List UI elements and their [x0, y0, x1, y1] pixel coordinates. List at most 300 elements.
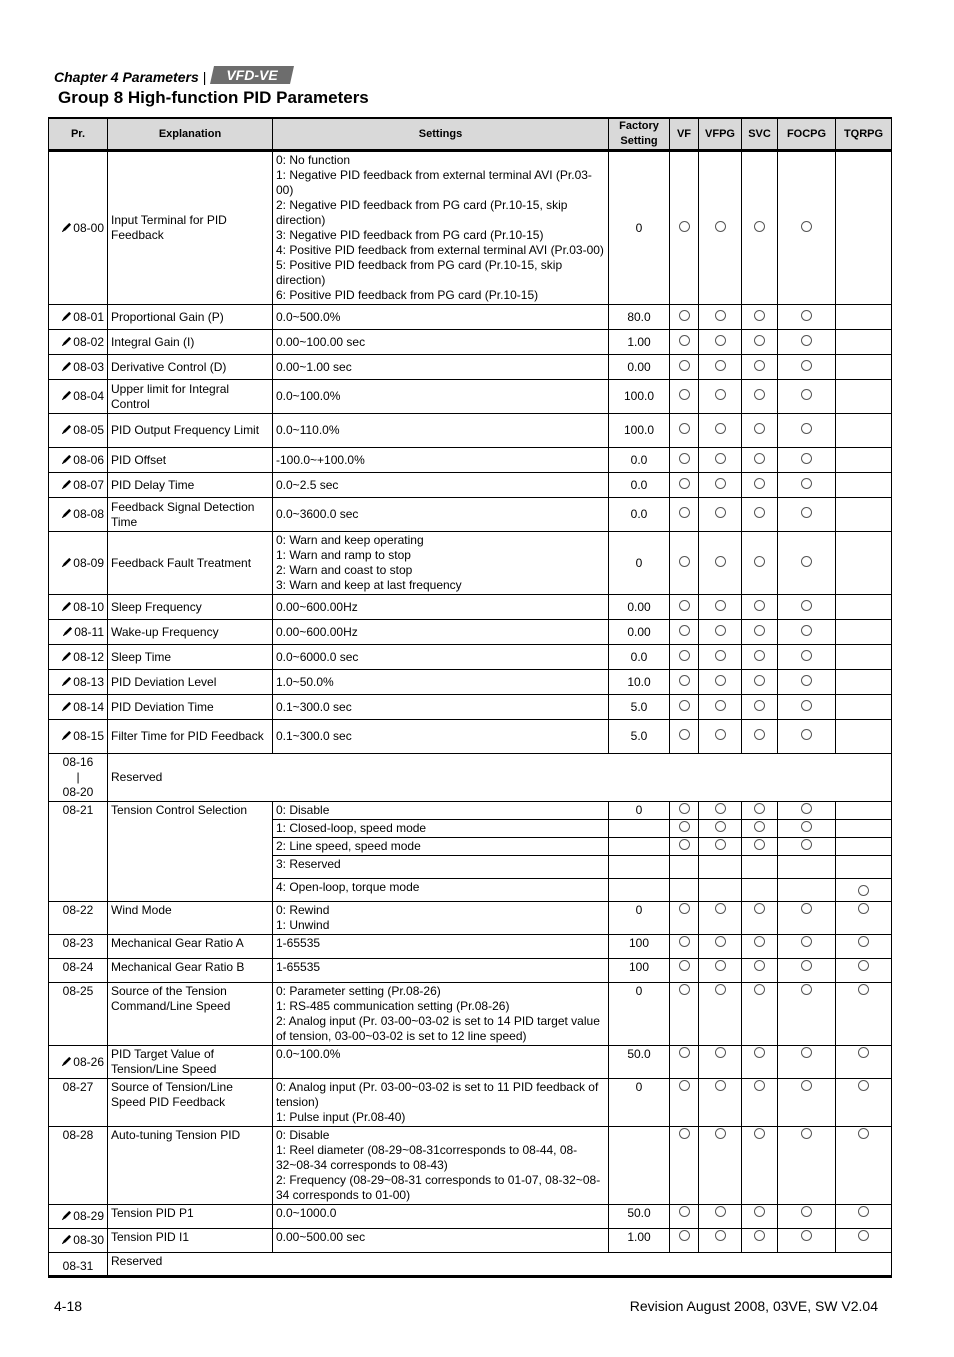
table-row: [49, 448, 892, 473]
mode-focpg-cell: [778, 983, 836, 1046]
param-number: [49, 305, 108, 330]
supported-mark: [754, 839, 765, 850]
supported-mark: [715, 556, 726, 567]
supported-mark: [801, 839, 812, 850]
mode-vf-cell: [670, 670, 699, 695]
supported-mark: [801, 960, 812, 971]
supported-mark: [801, 675, 812, 686]
factory-setting-text: 0.00: [627, 359, 651, 374]
pencil-icon: [61, 1234, 72, 1245]
table-row: [49, 414, 892, 448]
supported-mark: [801, 423, 812, 434]
mode-vfpg-cell: [699, 620, 742, 645]
supported-mark: [715, 625, 726, 636]
mode-svc-cell: [742, 473, 778, 498]
mode-svc-cell: [742, 645, 778, 670]
mode-vfpg-cell: [699, 498, 742, 532]
param-settings-text: 3: Reserved: [276, 857, 341, 871]
param-settings-text: 0: Analog input (Pr. 03-00~03-02 is set to 11 PID feedback of tension) 1: Pulse input (Pr.08-40): [276, 1080, 599, 1124]
supported-mark: [715, 453, 726, 464]
param-settings: [273, 1079, 609, 1127]
param-number: [49, 959, 108, 983]
col-svc: SVC: [742, 118, 778, 151]
supported-mark: [801, 1047, 812, 1058]
col-tqrpg: TQRPG: [836, 118, 892, 151]
mode-vfpg-cell: [699, 983, 742, 1046]
param-settings: [273, 532, 609, 595]
mode-focpg-cell: [778, 802, 836, 820]
param-explanation-text: PID Target Value of Tension/Line Speed: [111, 1047, 217, 1076]
param-number: [49, 151, 108, 305]
factory-setting: [609, 720, 670, 754]
factory-setting: [609, 1127, 670, 1205]
param-number: [49, 670, 108, 695]
mode-tqrpg-cell: [836, 355, 892, 380]
mode-svc-cell: [742, 695, 778, 720]
supported-mark: [754, 675, 765, 686]
param-explanation-text: Source of Tension/Line Speed PID Feedback: [111, 1080, 233, 1109]
param-number-text: 08-21: [62, 803, 94, 817]
factory-setting-text: 100.0: [623, 389, 655, 403]
factory-setting-text: 50.0: [627, 1206, 651, 1220]
supported-mark: [679, 335, 690, 346]
supported-mark: [715, 360, 726, 371]
param-settings-text: 4: Open-loop, torque mode: [276, 880, 420, 894]
param-number: [49, 645, 108, 670]
mode-vf-cell: [670, 856, 699, 879]
param-settings: [273, 820, 609, 838]
supported-mark: [858, 1230, 869, 1241]
table-row: [49, 1253, 892, 1277]
param-explanation-text: Proportional Gain (P): [111, 309, 224, 324]
param-explanation: [108, 959, 273, 983]
supported-mark: [801, 221, 812, 232]
param-settings-text: 0.00~600.00Hz: [276, 599, 358, 614]
mode-focpg-cell: [778, 1229, 836, 1253]
mode-svc-cell: [742, 802, 778, 820]
param-explanation: [108, 1046, 273, 1079]
mode-svc-cell: [742, 935, 778, 959]
param-settings: [273, 856, 609, 879]
mode-focpg-cell: [778, 902, 836, 935]
pencil-icon: [61, 390, 72, 401]
supported-mark: [679, 1128, 690, 1139]
mode-vfpg-cell: [699, 473, 742, 498]
supported-mark: [754, 1206, 765, 1217]
pencil-icon: [61, 311, 72, 322]
mode-focpg-cell: [778, 595, 836, 620]
supported-mark: [754, 650, 765, 661]
supported-mark: [754, 507, 765, 518]
col-pr: Pr.: [49, 118, 108, 151]
factory-setting: [609, 670, 670, 695]
supported-mark: [801, 1128, 812, 1139]
mode-tqrpg-cell: [836, 532, 892, 595]
table-row: [49, 473, 892, 498]
supported-mark: [801, 600, 812, 611]
pencil-icon: [61, 479, 72, 490]
factory-setting-text: 0: [635, 555, 643, 570]
supported-mark: [801, 984, 812, 995]
factory-setting: [609, 1079, 670, 1127]
param-number: [49, 473, 108, 498]
supported-mark: [715, 984, 726, 995]
mode-tqrpg-cell: [836, 802, 892, 820]
supported-mark: [801, 729, 812, 740]
param-explanation-text: Tension PID P1: [111, 1206, 194, 1220]
table-row: [49, 754, 892, 802]
param-settings-text: 0.00~100.00 sec: [276, 334, 366, 349]
mode-tqrpg-cell: [836, 1205, 892, 1229]
table-row: [49, 1079, 892, 1127]
factory-setting: [609, 595, 670, 620]
param-settings: [273, 305, 609, 330]
pencil-icon: [61, 222, 72, 233]
table-row: [49, 151, 892, 305]
supported-mark: [715, 423, 726, 434]
supported-mark: [679, 1080, 690, 1091]
param-number-text: 08-01: [73, 309, 104, 324]
mode-tqrpg-cell: [836, 670, 892, 695]
param-explanation: [108, 414, 273, 448]
factory-setting: [609, 1229, 670, 1253]
mode-svc-cell: [742, 330, 778, 355]
param-explanation-text: Feedback Signal Detection Time: [111, 499, 255, 529]
supported-mark: [754, 1128, 765, 1139]
param-number: [49, 720, 108, 754]
param-explanation-text: PID Deviation Time: [111, 699, 214, 714]
table-row: [49, 902, 892, 935]
mode-svc-cell: [742, 720, 778, 754]
param-number-text: 08-06: [73, 452, 104, 467]
mode-svc-cell: [742, 1046, 778, 1079]
mode-focpg-cell: [778, 305, 836, 330]
factory-setting-text: 100: [628, 936, 650, 950]
param-settings: [273, 1205, 609, 1229]
factory-setting: [609, 645, 670, 670]
param-explanation: [108, 448, 273, 473]
param-explanation: [108, 151, 273, 305]
param-settings: [273, 902, 609, 935]
param-number-text: 08-13: [73, 674, 104, 689]
supported-mark: [858, 960, 869, 971]
mode-vfpg-cell: [699, 820, 742, 838]
param-settings-text: 2: Line speed, speed mode: [276, 839, 421, 853]
supported-mark: [754, 221, 765, 232]
param-explanation: [108, 305, 273, 330]
factory-setting-text: 0.0: [630, 477, 648, 492]
pencil-icon: [61, 557, 72, 568]
supported-mark: [801, 1230, 812, 1241]
param-settings-text: 0.0~6000.0 sec: [276, 649, 359, 664]
param-settings: [273, 620, 609, 645]
param-number-text: 08-23: [62, 936, 94, 950]
mode-focpg-cell: [778, 620, 836, 645]
param-settings-text: 0.00~1.00 sec: [276, 359, 352, 374]
supported-mark: [715, 507, 726, 518]
param-settings: [273, 448, 609, 473]
param-settings-text: 1-65535: [276, 936, 321, 950]
mode-focpg-cell: [778, 355, 836, 380]
param-explanation: [108, 1205, 273, 1229]
param-settings: [273, 879, 609, 902]
pencil-icon: [61, 1056, 72, 1067]
factory-setting-text: 0.00: [627, 624, 651, 639]
mode-focpg-cell: [778, 820, 836, 838]
supported-mark: [715, 903, 726, 914]
supported-mark: [858, 1080, 869, 1091]
mode-svc-cell: [742, 151, 778, 305]
param-settings: [273, 595, 609, 620]
factory-setting: [609, 695, 670, 720]
table-row: [49, 720, 892, 754]
param-number-text: 08-12: [73, 649, 104, 664]
supported-mark: [679, 650, 690, 661]
param-settings-text: 0.0~110.0%: [276, 423, 340, 437]
mode-vf-cell: [670, 305, 699, 330]
factory-setting-text: 5.0: [630, 699, 648, 714]
mode-vf-cell: [670, 838, 699, 856]
supported-mark: [754, 556, 765, 567]
param-explanation-text: PID Delay Time: [111, 477, 195, 492]
param-explanation-text: Feedback Fault Treatment: [111, 555, 252, 570]
factory-setting: [609, 1205, 670, 1229]
pencil-icon: [61, 454, 72, 465]
supported-mark: [858, 1128, 869, 1139]
param-number: [49, 1229, 108, 1253]
param-settings-text: 0.1~300.0 sec: [276, 699, 352, 714]
mode-vf-cell: [670, 645, 699, 670]
supported-mark: [858, 984, 869, 995]
param-number: [49, 330, 108, 355]
param-number: 08-16 | 08-20: [49, 754, 108, 802]
table-row: [49, 380, 892, 414]
param-explanation-text: Sleep Frequency: [111, 599, 202, 614]
mode-vf-cell: [670, 532, 699, 595]
param-number-text: 08-14: [73, 699, 104, 714]
mode-focpg-cell: [778, 448, 836, 473]
param-explanation: [108, 645, 273, 670]
mode-vf-cell: [670, 983, 699, 1046]
supported-mark: [858, 885, 869, 896]
factory-setting-text: 100.0: [623, 423, 655, 437]
mode-svc-cell: [742, 305, 778, 330]
param-explanation: [108, 595, 273, 620]
mode-focpg-cell: [778, 330, 836, 355]
factory-setting: [609, 802, 670, 820]
supported-mark: [715, 650, 726, 661]
table-row: [49, 959, 892, 983]
mode-focpg-cell: [778, 879, 836, 902]
param-explanation: [108, 670, 273, 695]
param-number-text: 08-08: [73, 507, 104, 521]
factory-setting: [609, 305, 670, 330]
param-settings-text: 0: Parameter setting (Pr.08-26) 1: RS-485 communication setting (Pr.08-26) 2: Analog input (Pr. 03-00~03-02 is set to 14 PID target value of tension, 03-00~03-02 is set to 12 line speed): [276, 984, 600, 1043]
supported-mark: [715, 1230, 726, 1241]
mode-svc-cell: [742, 879, 778, 902]
mode-tqrpg-cell: [836, 1127, 892, 1205]
factory-setting: [609, 414, 670, 448]
factory-setting-text: 0: [635, 1080, 643, 1094]
reserved-block: [49, 754, 892, 802]
mode-tqrpg-cell: [836, 695, 892, 720]
param-explanation-text: Integral Gain (I): [111, 334, 195, 349]
mode-vf-cell: [670, 498, 699, 532]
param-explanation-text: Filter Time for PID Feedback: [111, 729, 264, 743]
mode-tqrpg-cell: [836, 305, 892, 330]
param-number: 08-31: [49, 1253, 108, 1277]
param-settings-text: 0.1~300.0 sec: [276, 729, 352, 743]
mode-svc-cell: [742, 959, 778, 983]
mode-vfpg-cell: [699, 1205, 742, 1229]
factory-setting: [609, 380, 670, 414]
param-number-text: 08-22: [62, 903, 94, 917]
param-number-text: 08-07: [73, 477, 104, 492]
factory-setting: [609, 498, 670, 532]
param-explanation: Reserved: [108, 1253, 892, 1277]
param-settings-text: 0.0~1000.0: [276, 1206, 337, 1220]
supported-mark: [679, 803, 690, 814]
param-explanation: [108, 473, 273, 498]
param-explanation: [108, 1229, 273, 1253]
supported-mark: [679, 1047, 690, 1058]
param-settings: [273, 1127, 609, 1205]
mode-vfpg-cell: [699, 695, 742, 720]
supported-mark: [754, 729, 765, 740]
table-row: [49, 935, 892, 959]
revision-note: Revision August 2008, 03VE, SW V2.04: [629, 1298, 878, 1314]
supported-mark: [858, 1047, 869, 1058]
table-header-row: [49, 118, 892, 151]
param-number-text: 08-28: [62, 1128, 94, 1142]
group-title: Group 8 High-function PID Parameters: [58, 88, 369, 107]
mode-tqrpg-cell: [836, 595, 892, 620]
supported-mark: [754, 821, 765, 832]
supported-mark: [679, 389, 690, 400]
param-settings: [273, 498, 609, 532]
param-settings-text: 1: Closed-loop, speed mode: [276, 821, 427, 835]
mode-tqrpg-cell: [836, 1079, 892, 1127]
mode-focpg-cell: [778, 473, 836, 498]
mode-svc-cell: [742, 902, 778, 935]
supported-mark: [801, 700, 812, 711]
factory-setting: [609, 983, 670, 1046]
table-row: [49, 355, 892, 380]
mode-focpg-cell: [778, 1205, 836, 1229]
supported-mark: [801, 1080, 812, 1091]
param-number-text: 08-30: [73, 1233, 104, 1247]
supported-mark: [754, 803, 765, 814]
mode-focpg-cell: [778, 1046, 836, 1079]
param-explanation: Reserved: [108, 754, 892, 802]
param-number-text: 08-04: [73, 389, 104, 403]
param-explanation: [108, 720, 273, 754]
mode-svc-cell: [742, 1127, 778, 1205]
col-settings: Settings: [273, 118, 609, 151]
mode-vfpg-cell: [699, 959, 742, 983]
mode-focpg-cell: [778, 695, 836, 720]
mode-tqrpg-cell: [836, 645, 892, 670]
mode-vf-cell: [670, 330, 699, 355]
mode-svc-cell: [742, 355, 778, 380]
mode-focpg-cell: [778, 856, 836, 879]
mode-focpg-cell: [778, 151, 836, 305]
factory-setting-text: 0.0: [630, 452, 648, 467]
param-settings-text: -100.0~+100.0%: [276, 452, 365, 467]
mode-tqrpg-cell: [836, 498, 892, 532]
mode-tqrpg-cell: [836, 1229, 892, 1253]
param-explanation: [108, 355, 273, 380]
factory-setting-text: 0.0: [630, 507, 648, 521]
param-number-text: 08-02: [73, 334, 104, 349]
param-settings-text: 0.00~500.00 sec: [276, 1230, 366, 1244]
supported-mark: [801, 507, 812, 518]
supported-mark: [715, 675, 726, 686]
param-settings: [273, 414, 609, 448]
param-explanation-text: Mechanical Gear Ratio A: [111, 936, 244, 950]
mode-svc-cell: [742, 448, 778, 473]
supported-mark: [754, 1230, 765, 1241]
mode-vfpg-cell: [699, 1079, 742, 1127]
supported-mark: [715, 1047, 726, 1058]
supported-mark: [679, 821, 690, 832]
supported-mark: [754, 936, 765, 947]
param-number-text: 08-26: [73, 1054, 104, 1069]
param-number: [49, 902, 108, 935]
param-settings: [273, 355, 609, 380]
mode-vfpg-cell: [699, 355, 742, 380]
param-explanation: [108, 620, 273, 645]
mode-vfpg-cell: [699, 1046, 742, 1079]
mode-vfpg-cell: [699, 802, 742, 820]
param-settings: [273, 935, 609, 959]
factory-setting: [609, 820, 670, 838]
param-number: [49, 448, 108, 473]
supported-mark: [715, 335, 726, 346]
mode-vf-cell: [670, 959, 699, 983]
param-settings-text: 0: Disable: [276, 803, 330, 817]
param-number: [49, 1046, 108, 1079]
param-number-text: 08-11: [74, 624, 104, 639]
mode-vfpg-cell: [699, 645, 742, 670]
table-row: [49, 330, 892, 355]
mode-focpg-cell: [778, 838, 836, 856]
mode-vf-cell: [670, 595, 699, 620]
param-settings: [273, 695, 609, 720]
param-number: [49, 498, 108, 532]
table-body-pid: [49, 151, 892, 754]
mode-vf-cell: [670, 695, 699, 720]
mode-vf-cell: [670, 1079, 699, 1127]
param-settings: [273, 473, 609, 498]
mode-tqrpg-cell: [836, 330, 892, 355]
col-explanation: Explanation: [108, 118, 273, 151]
supported-mark: [679, 984, 690, 995]
param-number: [49, 414, 108, 448]
supported-mark: [715, 839, 726, 850]
param-number: [49, 935, 108, 959]
supported-mark: [679, 960, 690, 971]
param-explanation: [108, 695, 273, 720]
mode-vfpg-cell: [699, 595, 742, 620]
supported-mark: [679, 839, 690, 850]
param-number: [49, 1205, 108, 1229]
supported-mark: [679, 1206, 690, 1217]
mode-vfpg-cell: [699, 935, 742, 959]
mode-tqrpg-cell: [836, 414, 892, 448]
pencil-icon: [61, 730, 72, 741]
supported-mark: [679, 600, 690, 611]
